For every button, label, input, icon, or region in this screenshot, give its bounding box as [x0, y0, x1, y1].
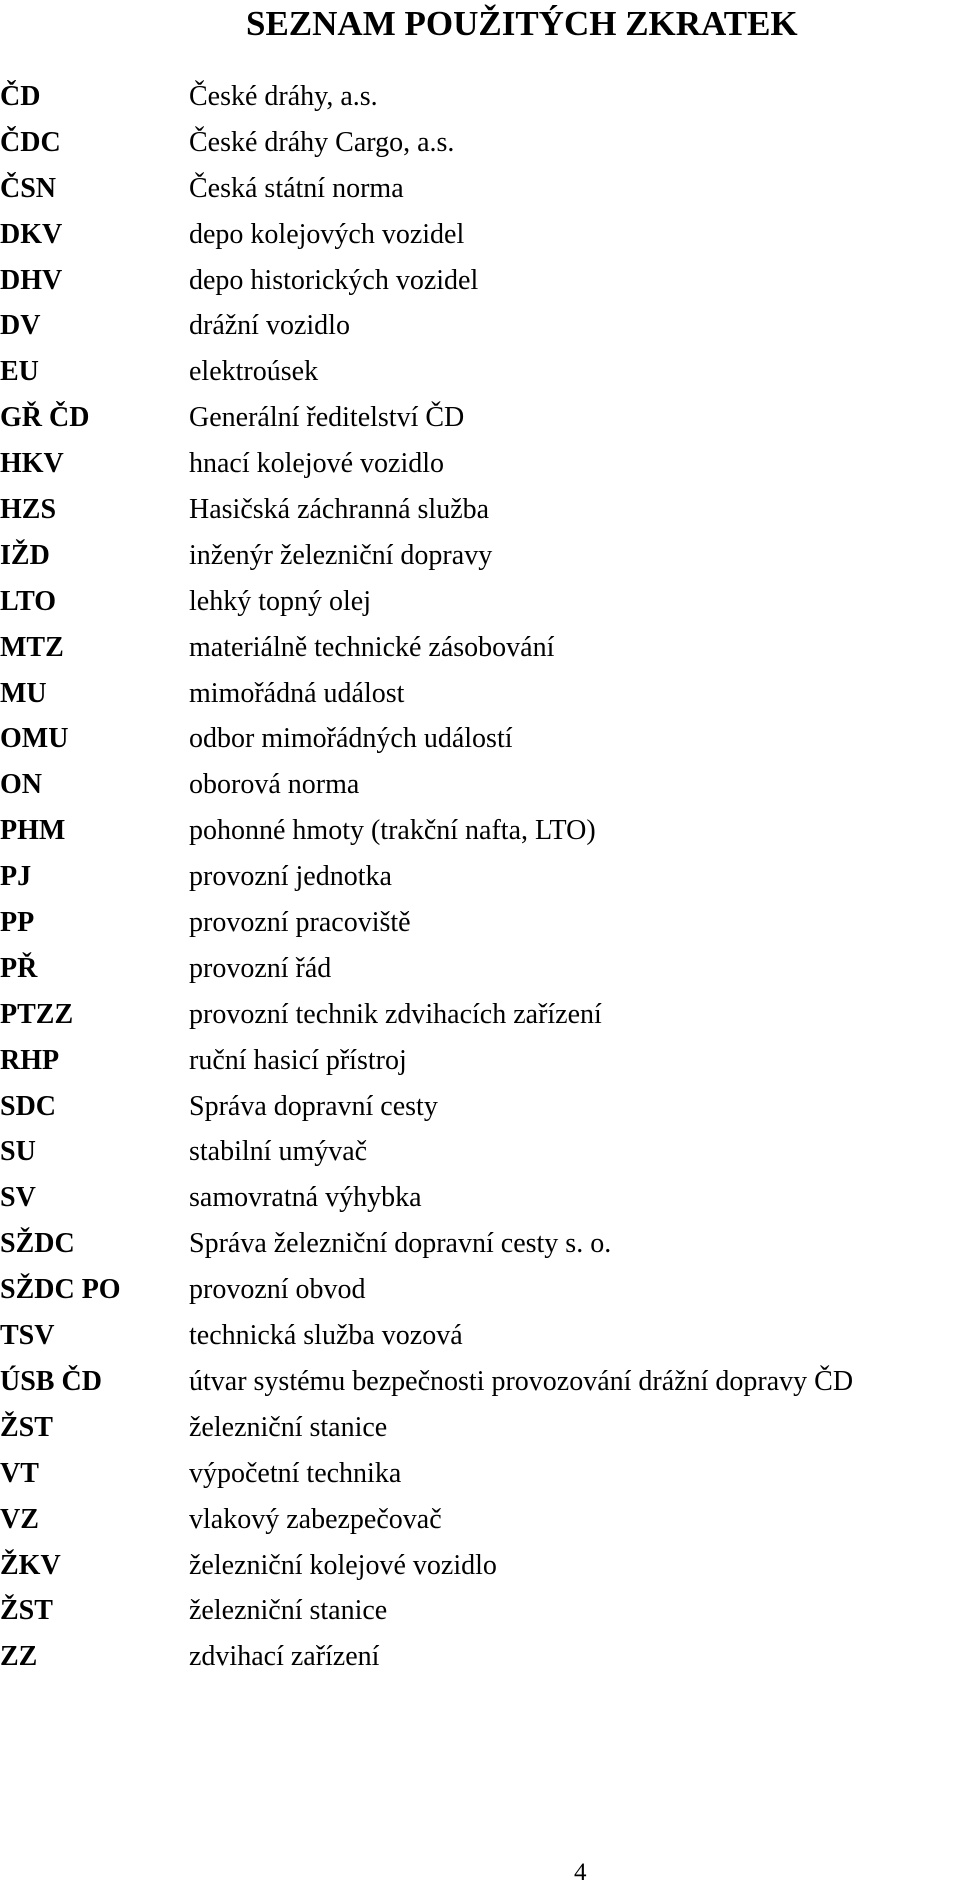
abbreviation-code: SV: [0, 1182, 36, 1214]
abbreviation-row: [0, 441, 960, 487]
abbreviation-row: [0, 258, 960, 304]
abbreviation-meaning: depo historických vozidel: [189, 264, 479, 296]
abbreviation-code: HZS: [0, 494, 57, 526]
abbreviation-code: PHM: [0, 815, 66, 847]
abbreviation-row: [0, 1451, 960, 1497]
abbreviation-meaning: materiálně technické zásobování: [189, 631, 555, 663]
abbreviation-code: PP: [0, 907, 35, 939]
abbreviation-row: [0, 303, 960, 349]
abbreviation-meaning: železniční stanice: [189, 1411, 388, 1443]
abbreviation-row: [0, 1359, 960, 1405]
abbreviation-meaning: mimořádná událost: [189, 677, 405, 709]
abbreviation-code: ŽKV: [0, 1549, 61, 1581]
abbreviation-row: [0, 1543, 960, 1589]
abbreviation-code: SDC: [0, 1090, 57, 1122]
abbreviation-meaning: ruční hasicí přístroj: [189, 1044, 407, 1076]
abbreviation-row: [0, 1084, 960, 1130]
abbreviation-code: MU: [0, 677, 47, 709]
page-number: 4: [574, 1859, 587, 1886]
abbreviation-meaning: pohonné hmoty (trakční nafta, LTO): [189, 815, 596, 847]
abbreviation-row: [0, 625, 960, 671]
abbreviation-code: RHP: [0, 1044, 60, 1076]
abbreviation-code: PJ: [0, 861, 32, 893]
abbreviation-meaning: Generální ředitelství ČD: [189, 402, 465, 434]
abbreviation-meaning: samovratná výhybka: [189, 1182, 422, 1214]
abbreviation-code: ÚSB ČD: [0, 1365, 102, 1397]
abbreviation-row: [0, 1405, 960, 1451]
abbreviation-code: IŽD: [0, 539, 50, 571]
abbreviation-meaning: provozní obvod: [189, 1274, 366, 1306]
abbreviation-code: DKV: [0, 218, 63, 250]
abbreviation-meaning: Správa dopravní cesty: [189, 1090, 438, 1122]
abbreviation-code: GŘ ČD: [0, 402, 90, 434]
abbreviation-row: [0, 1175, 960, 1221]
abbreviation-row: [0, 946, 960, 992]
abbreviation-meaning: železniční stanice: [189, 1595, 388, 1627]
abbreviation-meaning: vlakový zabezpečovač: [189, 1503, 442, 1535]
abbreviation-row: [0, 166, 960, 212]
page-title: SEZNAM POUŽITÝCH ZKRATEK: [246, 4, 798, 43]
abbreviation-meaning: inženýr železniční dopravy: [189, 539, 493, 571]
abbreviation-row: [0, 1313, 960, 1359]
abbreviation-meaning: technická služba vozová: [189, 1320, 463, 1352]
abbreviation-meaning: elektroúsek: [189, 356, 319, 388]
abbreviation-meaning: provozní technik zdvihacích zařízení: [189, 998, 602, 1030]
abbreviation-row: [0, 762, 960, 808]
abbreviation-row: [0, 74, 960, 120]
abbreviation-meaning: zdvihací zařízení: [189, 1641, 380, 1673]
abbreviation-meaning: železniční kolejové vozidlo: [189, 1549, 497, 1581]
abbreviation-meaning: Česká státní norma: [189, 172, 404, 204]
abbreviation-meaning: stabilní umývač: [189, 1136, 368, 1168]
abbreviation-code: SŽDC PO: [0, 1274, 121, 1306]
abbreviation-row: [0, 1129, 960, 1175]
abbreviation-code: SŽDC: [0, 1228, 75, 1260]
abbreviation-row: [0, 1588, 960, 1634]
abbreviation-code: ČSN: [0, 172, 57, 204]
abbreviation-code: EU: [0, 356, 39, 388]
abbreviation-meaning: depo kolejových vozidel: [189, 218, 465, 250]
abbreviation-row: [0, 212, 960, 258]
abbreviation-code: ON: [0, 769, 42, 801]
abbreviation-meaning: oborová norma: [189, 769, 360, 801]
abbreviation-row: [0, 487, 960, 533]
abbreviation-code: ZZ: [0, 1641, 38, 1673]
abbreviation-row: [0, 349, 960, 395]
abbreviation-code: MTZ: [0, 631, 64, 663]
abbreviation-meaning: provozní pracoviště: [189, 907, 411, 939]
abbreviation-row: [0, 671, 960, 717]
abbreviation-row: [0, 120, 960, 166]
abbreviation-code: ČD: [0, 81, 41, 112]
abbreviation-meaning: výpočetní technika: [189, 1457, 402, 1489]
abbreviation-row: [0, 1267, 960, 1313]
abbreviation-row: [0, 579, 960, 625]
abbreviation-meaning: hnací kolejové vozidlo: [189, 448, 445, 480]
abbreviation-code: VZ: [0, 1503, 39, 1535]
abbreviation-meaning: provozní jednotka: [189, 861, 392, 893]
abbreviation-row: [0, 854, 960, 900]
abbreviation-row: [0, 900, 960, 946]
abbreviation-row: [0, 395, 960, 441]
abbreviation-meaning: útvar systému bezpečnosti provozování drážní dopravy ČD: [189, 1365, 854, 1397]
abbreviation-row: [0, 1038, 960, 1084]
abbreviation-meaning: provozní řád: [189, 952, 332, 984]
abbreviation-code: DV: [0, 310, 41, 342]
abbreviation-code: DHV: [0, 264, 63, 296]
abbreviation-code: ŽST: [0, 1411, 53, 1443]
abbreviation-row: [0, 1497, 960, 1543]
abbreviation-meaning: lehký topný olej: [189, 585, 371, 617]
abbreviation-code: SU: [0, 1136, 36, 1168]
abbreviation-meaning: Správa železniční dopravní cesty s. o.: [189, 1228, 612, 1260]
abbreviation-code: ŽST: [0, 1595, 53, 1627]
abbreviation-code: ČDC: [0, 126, 61, 158]
abbreviation-code: PTZZ: [0, 998, 74, 1030]
abbreviation-list: [0, 74, 960, 1680]
abbreviation-row: [0, 808, 960, 854]
abbreviation-meaning: České dráhy Cargo, a.s.: [189, 126, 455, 158]
abbreviation-code: TSV: [0, 1320, 55, 1352]
abbreviation-meaning: odbor mimořádných událostí: [189, 723, 513, 755]
abbreviation-code: PŘ: [0, 952, 38, 984]
abbreviation-row: [0, 716, 960, 762]
abbreviation-code: HKV: [0, 448, 64, 480]
abbreviation-meaning: České dráhy, a.s.: [189, 81, 378, 112]
abbreviation-row: [0, 1634, 960, 1680]
abbreviation-meaning: Hasičská záchranná služba: [189, 494, 490, 526]
abbreviation-code: VT: [0, 1457, 39, 1489]
abbreviation-row: [0, 992, 960, 1038]
abbreviation-row: [0, 533, 960, 579]
abbreviation-code: LTO: [0, 585, 57, 617]
abbreviation-row: [0, 1221, 960, 1267]
abbreviation-code: OMU: [0, 723, 69, 755]
abbreviation-meaning: drážní vozidlo: [189, 310, 350, 342]
